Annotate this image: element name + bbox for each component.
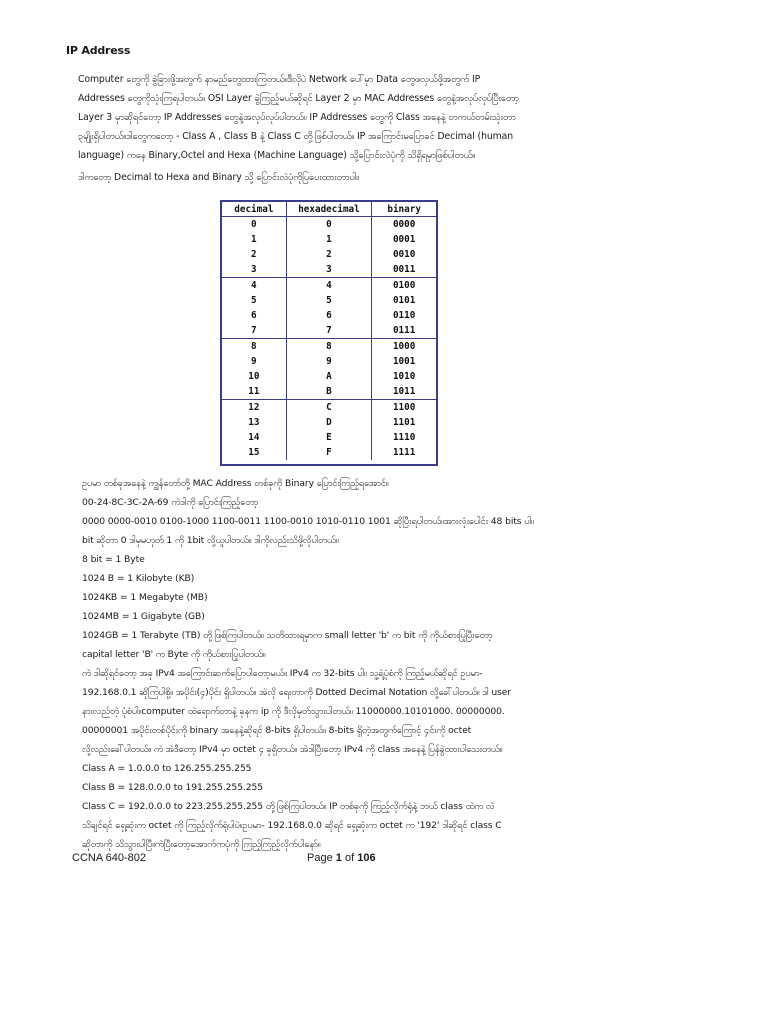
cell-decimal: 7	[222, 323, 286, 339]
cell-binary: 0111	[372, 323, 436, 339]
intro-line: language) ကနေ Binary,Octel and Hexa (Machine Language) သို့ပြောင်းလဲပုံကို သိရှိရမှာဖြစ်ပါတယ်။	[78, 150, 476, 161]
header-binary: binary	[372, 202, 436, 217]
of-label: of	[344, 852, 355, 864]
body-line: 1024GB = 1 Terabyte (TB) တို့ဖြစ်ကြပါတယ်။ သတိထားရမှာက small letter 'b' က bit ကို ကိုယ်စားပြုပြီးတော့	[82, 630, 493, 641]
table-row	[222, 400, 436, 416]
intro-line: Computer တွေကို ခွဲခြားဖို့အတွက် နာမည်တွေထားကြတယ်။ဒီလိုပဲ Network ပေါ်မှာ Data တွေဖလှယ်ဖို့အတွက် IP	[78, 74, 481, 85]
body-line: Class B = 128.0.0.0 to 191.255.255.255	[82, 782, 263, 793]
cell-decimal: 5	[222, 293, 286, 308]
cell-decimal: 15	[222, 445, 286, 460]
cell-hexadecimal: 2	[286, 247, 372, 262]
page-title: IP Address	[66, 44, 131, 57]
cell-hexadecimal: 4	[286, 278, 372, 294]
intro-line: Addresses တွေကိုသုံးကြရပါတယ်။ OSI Layer ခွဲကြည့်မယ်ဆိုရင် Layer 2 မှာ MAC Addresses တွေနဲ့အလုပ်လုပ်ပြီးတော့	[78, 93, 519, 104]
cell-binary: 0110	[392, 310, 416, 321]
body-line: နားလည်တဲ့ ပုံစံပါ။computer ထဲရောက်တာနဲ့ ခုနက ip ကို ဒီလိုမှတ်သွားပါတယ်။ 11000000.10101000. 00000000.	[82, 706, 505, 717]
page-label: Page	[307, 852, 333, 864]
conversion-table	[220, 200, 438, 466]
cell-binary: 0100	[392, 280, 416, 291]
cell-hexadecimal: 6	[286, 308, 372, 323]
intro-paragraph	[78, 70, 598, 165]
body-line: 1024KB = 1 Megabyte (MB)	[82, 592, 208, 603]
cell-binary: 0011	[372, 262, 436, 278]
footer-course: CCNA 640-802	[72, 852, 146, 864]
body-line: ဆိုတာကို သိသွားပါပြီ။ကဲပြီးတော့အောက်ကပုံကို ကြည့်ကြည့်လိုက်ပါနော်။	[82, 839, 321, 850]
cell-decimal: 13	[222, 415, 286, 430]
cell-binary: 1101	[392, 417, 416, 428]
cell-binary: 1110	[392, 432, 416, 443]
cell-hexadecimal: 1	[286, 232, 372, 247]
header-decimal: decimal	[222, 202, 286, 217]
table-row	[222, 293, 436, 308]
cell-binary: 1001	[392, 356, 416, 367]
body-line: capital letter 'B' က Byte ကို ကိုယ်စားပြုပါတယ်။	[82, 649, 266, 660]
cell-binary: 1100	[392, 402, 416, 413]
cell-hexadecimal: 5	[286, 293, 372, 308]
cell-binary: 0010	[392, 249, 416, 260]
cell-hexadecimal: 9	[286, 354, 372, 369]
body-line: Class A = 1.0.0.0 to 126.255.255.255	[82, 763, 252, 774]
body-line: 00-24-8C-3C-2A-69 ကဲဒါကို ပြောင်းကြည့်တော့	[82, 497, 258, 508]
table-row	[222, 445, 436, 460]
cell-decimal: 4	[222, 278, 286, 294]
table-row	[222, 430, 436, 445]
table-row	[222, 232, 436, 247]
cell-decimal: 3	[222, 262, 286, 278]
table-row	[222, 415, 436, 430]
body-line: 0000 0000-0010 0100-1000 1100-0011 1100-0010 1010-0110 1001 ဆိုပြီးရပါတယ်။အားလုံးပေါင်း 48 bits ပါ။	[82, 516, 534, 527]
body-line: Class C = 192.0.0.0 to 223.255.255.255 တို့ဖြစ်ကြပါတယ်။ IP တစ်ခုကို ကြည့်လိုက်ရုံနဲ့ ဘယ် class ထဲက လဲ	[82, 801, 495, 812]
page-current: 1	[335, 852, 342, 864]
cell-decimal: 10	[222, 369, 286, 384]
cell-binary: 0000	[392, 219, 416, 230]
intro-line: ၃မျိုးရှိပါတယ်။ဒါတွေကတော့ - Class A , Class B နဲ့ Class C တို့ဖြစ်ပါတယ်။ IP အကြောင်းမပြောခင် Decimal (human	[78, 131, 514, 142]
cell-decimal: 8	[222, 339, 286, 355]
cell-binary: 0101	[392, 295, 416, 306]
cell-binary: 1000	[392, 341, 416, 352]
header-hexadecimal: hexadecimal	[286, 202, 372, 217]
cell-decimal: 0	[222, 217, 286, 233]
body-line: 00000001 အပိုင်းတစ်ပိုင်းကို binary အနေနဲ့ဆိုရင် 8-bits ရှိပါတယ်။ 8-bits ရှိတဲ့အတွက်ကြောင့် ၄င်းကို octet	[82, 725, 472, 736]
intro-line: Layer 3 မှာဆိုရင်တော့ IP Addresses တွေနဲ့အလုပ်လုပ်ပါတယ်။ IP Addresses တွေကို Class အနေနဲ့ တကယ်တမ်းသုံးတာ	[78, 112, 516, 123]
table-row	[222, 369, 436, 384]
intro-note	[78, 168, 598, 187]
table-row	[222, 262, 436, 278]
table-row	[222, 247, 436, 262]
cell-hexadecimal: A	[286, 369, 372, 384]
footer-page-number	[307, 852, 376, 864]
body-line: ဥပမာ တစ်ခုအနေနဲ့ ကျွန်တော်တို့ MAC Address တစ်ခုကို Binary ပြောင်းကြည့်ရအောင်။	[82, 478, 389, 489]
cell-binary: 0001	[392, 234, 416, 245]
body-line: 8 bit = 1 Byte	[82, 554, 145, 565]
cell-hexadecimal: B	[286, 384, 372, 400]
cell-decimal: 1	[222, 232, 286, 247]
cell-decimal: 12	[222, 400, 286, 416]
cell-decimal: 14	[222, 430, 286, 445]
cell-decimal: 6	[222, 308, 286, 323]
cell-decimal: 9	[222, 354, 286, 369]
cell-binary: 1011	[372, 384, 436, 400]
table-row	[222, 323, 436, 339]
body-line: bit ဆိုတာ 0 ဒါမှမဟုတ် 1 ကို 1bit လို့ယူပါတယ်။ ဒါကိုလည်းသိဖို့လိုပါတယ်။	[82, 535, 339, 546]
cell-hexadecimal: 7	[286, 323, 372, 339]
body-line: ကဲ ဒါဆိုရင်တော့ အခု IPv4 အကြောင်းဆက်ပြောပါတော့မယ်။ IPv4 က 32-bits ပါ။ သူ့ရဲ့ပုံစံကို ကြည့်မယ်ဆိုရင် ဥပမာ-	[82, 668, 483, 679]
cell-binary: 1010	[392, 371, 416, 382]
table-row	[222, 384, 436, 400]
table-row	[222, 278, 436, 294]
cell-hexadecimal: C	[286, 400, 372, 416]
body-line: လို့လည်းခေါ်ပါတယ်။ ကဲ အဲဒီတော့ IPv4 မှာ octet ၄ ခုရှိတယ်။ အဲဒါပြီးတော့ IPv4 ကို class အနေနဲ့ ပြန်ခွဲထားပါသေးတယ်။	[82, 744, 503, 755]
table-row	[222, 308, 436, 323]
body-line: 1024 B = 1 Kilobyte (KB)	[82, 573, 195, 584]
body-text	[82, 474, 682, 854]
cell-decimal: 11	[222, 384, 286, 400]
body-line: သိချင်ရင် ရှေ့ဆုံးက octet ကို ကြည့်လိုက်ရုံပါပဲ။ဥပမာ- 192.168.0.0 ဆိုရင် ရှေ့ဆုံးက octet က '192' ဒါဆိုရင် class C	[82, 820, 502, 831]
page-total: 106	[357, 852, 376, 864]
intro-note-line: ဒါကတော့ Decimal to Hexa and Binary သို့ ပြောင်းလဲပုံကိုပြပေးထားတာပါ။	[78, 172, 359, 183]
cell-hexadecimal: E	[286, 430, 372, 445]
cell-hexadecimal: F	[286, 445, 372, 460]
body-line: 192.168.0.1 ဆိုကြပါစို့။ အပိုင်း(၄)ပိုင်း ရှိပါတယ်။ အဲလို ရေးတာကို Dotted Decimal Notation လို့ခေါ်ပါတယ်။ ဒါ user	[82, 687, 511, 698]
cell-decimal: 2	[222, 247, 286, 262]
table-header-row	[222, 202, 436, 217]
table-row	[222, 339, 436, 355]
cell-hexadecimal: 3	[286, 262, 372, 278]
body-line: 1024MB = 1 Gigabyte (GB)	[82, 611, 205, 622]
cell-hexadecimal: D	[286, 415, 372, 430]
cell-binary: 1111	[392, 447, 416, 458]
cell-hexadecimal: 0	[286, 217, 372, 233]
cell-hexadecimal: 8	[286, 339, 372, 355]
table-row	[222, 217, 436, 233]
table-row	[222, 354, 436, 369]
